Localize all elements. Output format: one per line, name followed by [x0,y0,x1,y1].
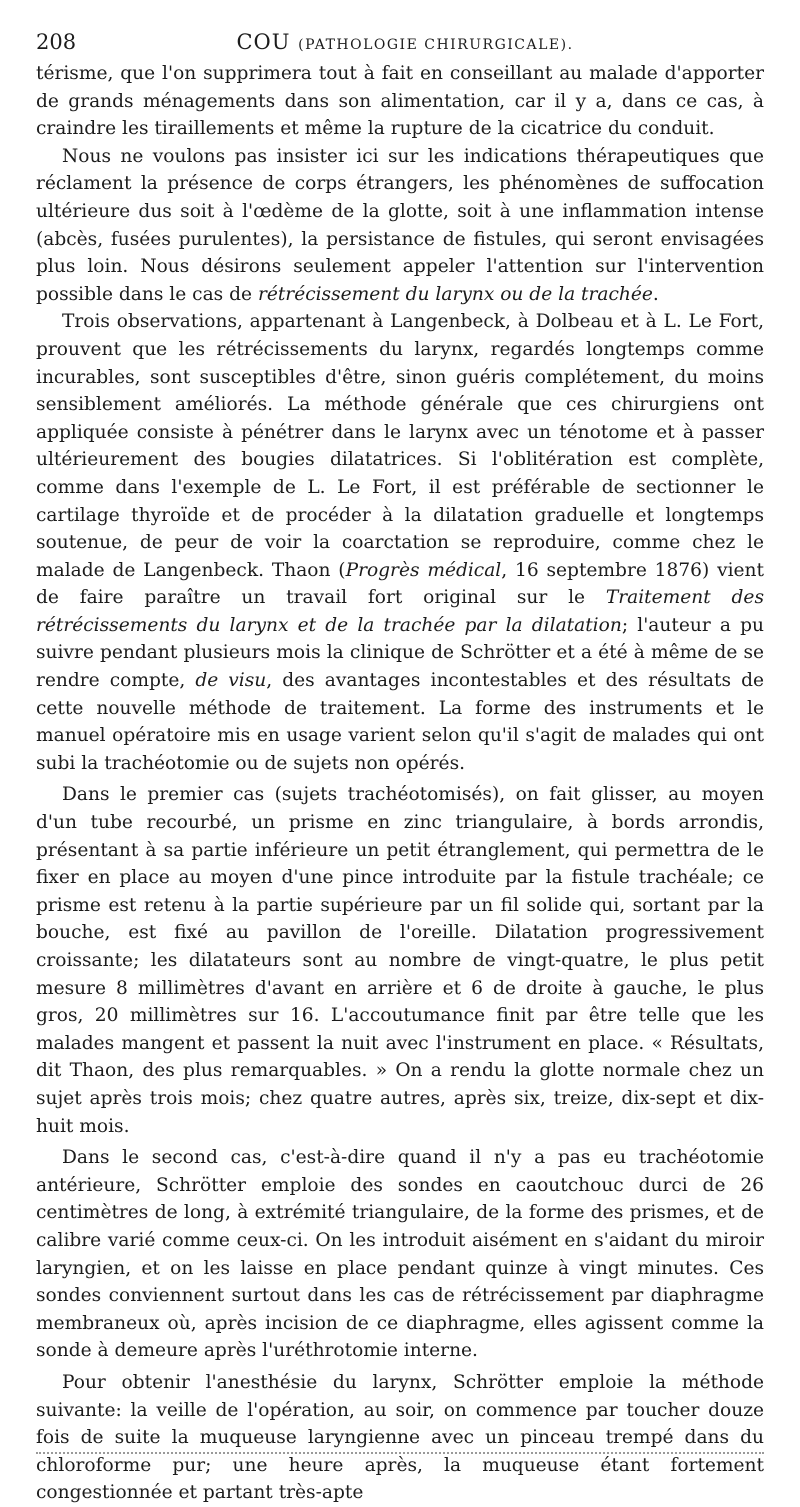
text-run: , 16 septembre 1876) vient de faire paraître un travail fort original sur le [36,559,764,609]
text-run: ; l'auteur a pu suivre pendant plusieurs mois la clinique de Schrötter et a été à même de se rendre compte, [36,614,765,692]
running-head [36,26,764,60]
body-text [36,60,764,1507]
text-run: Nous ne voulons pas insister ici sur les indications thérapeutiques que réclament la présence de corps étrangers, les phénomènes de suffocation ultérieure dus soit à l'œdème de la glotte, soit à une inflammation intense (abcès, fusées purulentes), la persistance de fistules, qui seront envisagées plus loin. Nous désirons seulement appeler l'attention sur l'intervention possible dans le cas de [36,145,764,305]
italic-text-run: Progrès médical [345,559,502,581]
italic-text-run: rétrécissement du larynx ou de la trachée [257,283,653,305]
text-run: , des avantages incontestables et des résultats de cette nouvelle méthode de traitement. La forme des instruments et le manuel opératoire mis en usage varient selon qu'il s'agit de malades qui ont subi la trachéotomie ou de sujets non opérés. [36,670,764,774]
page-number: 208 [36,30,77,54]
text-run: Dans le premier cas (sujets trachéotomisés), on fait glisser, au moyen d'un tube recourbé, un prisme en zinc triangulaire, à bords arrondis, présentant à sa partie inférieure un petit étranglement, qui permettra de le fixer en place au moyen d'une pince introduite par la fistule trachéale; ce prisme est retenu à la partie supérieure par un fil solide qui, sortant par la bouche, est fixé au pavillon de l'oreille. Dilatation progressivement croissante; les dilatateurs sont au nombre de vingt-quatre, le plus petit mesure 8 millimètres d'avant en arrière et 6 de droite à gauche, le plus gros, 20 millimètres sur 16. L'accoutumance finit par être telle que les malades mangent et passent la nuit avec l'instrument en place. « Résultats, dit Thaon, des plus remarquables. » On a rendu la glotte normale chez un sujet après trois mois; chez quatre autres, après six, treize, dix-sept et dix-huit mois. [36,784,764,1137]
text-run: Dans le second cas, c'est-à-dire quand il n'y a pas eu trachéotomie antérieure, Schrötter emploie des sondes en caoutchouc durci de 26 centimètres de long, à extrémité triangulaire, de la forme des prismes, et de calibre varié comme ceux-ci. On les introduit aisément en s'aidant du miroir laryngien, et on les laisse en place pendant quinze à vingt minutes. Ces sondes conviennent surtout dans les cas de rétrécissement par diaphragme membraneux où, après incision de ce diaphragme, elles agissent comme la sonde à demeure après l'uréthrotomie interne. [36,1147,764,1362]
running-title-main: COU [236,30,291,54]
paragraph-indications [36,143,764,309]
text-run: Trois observations, appartenant à Langenbeck, à Dolbeau et à L. Le Fort, prouvent que les rétrécissements du larynx, regardés longtemps comme incurables, sont susceptibles d'être, sinon guéris complétement, du moins sensiblement améliorés. La méthode générale que ces chirurgiens ont appliquée consiste à pénétrer dans le larynx avec un ténotome et à passer ultérieurement des bougies dilatatrices. Si l'oblitération est complète, comme dans l'exemple de L. Le Fort, il est préférable de sectionner le cartilage thyroïde et de procéder à la dilatation graduelle et longtemps soutenue, de peur de voir la coarctation se reproduire, comme chez le malade de Langenbeck. Thaon ( [36,311,764,581]
paragraph-first-case [36,781,764,1140]
paragraph-second-case [36,1144,764,1365]
text-run: Pour obtenir l'anesthésie du larynx, Schrötter emploie la méthode suivante: la veille de l'opération, au soir, on commence par toucher douze fois de suite la muqueuse laryngienne avec un pinceau trempé dans du chloroforme pur; une heure après, la muqueuse étant fortement congestionnée et partant très-apte [36,1371,764,1504]
italic-text-run: de visu [195,670,267,692]
paragraph-observations [36,308,764,777]
paragraph-continued [36,60,764,143]
bottom-dotted-rule [36,1444,764,1454]
paragraph-anesthesia [36,1369,764,1507]
book-page [36,26,764,1507]
running-title-sub: (PATHOLOGIE CHIRURGICALE). [298,37,574,53]
italic-text-run: Traitement des rétrécissements du larynx et de la trachée par la dilatation [36,587,764,636]
running-title [36,30,764,54]
text-run: térisme, que l'on supprimera tout à fait en conseillant au malade d'apporter de grands ménagements dans son alimentation, car il y a, dans ce cas, à craindre les tiraillements et même la rupture de la cicatrice du conduit. [36,63,764,140]
text-run: . [652,283,659,305]
